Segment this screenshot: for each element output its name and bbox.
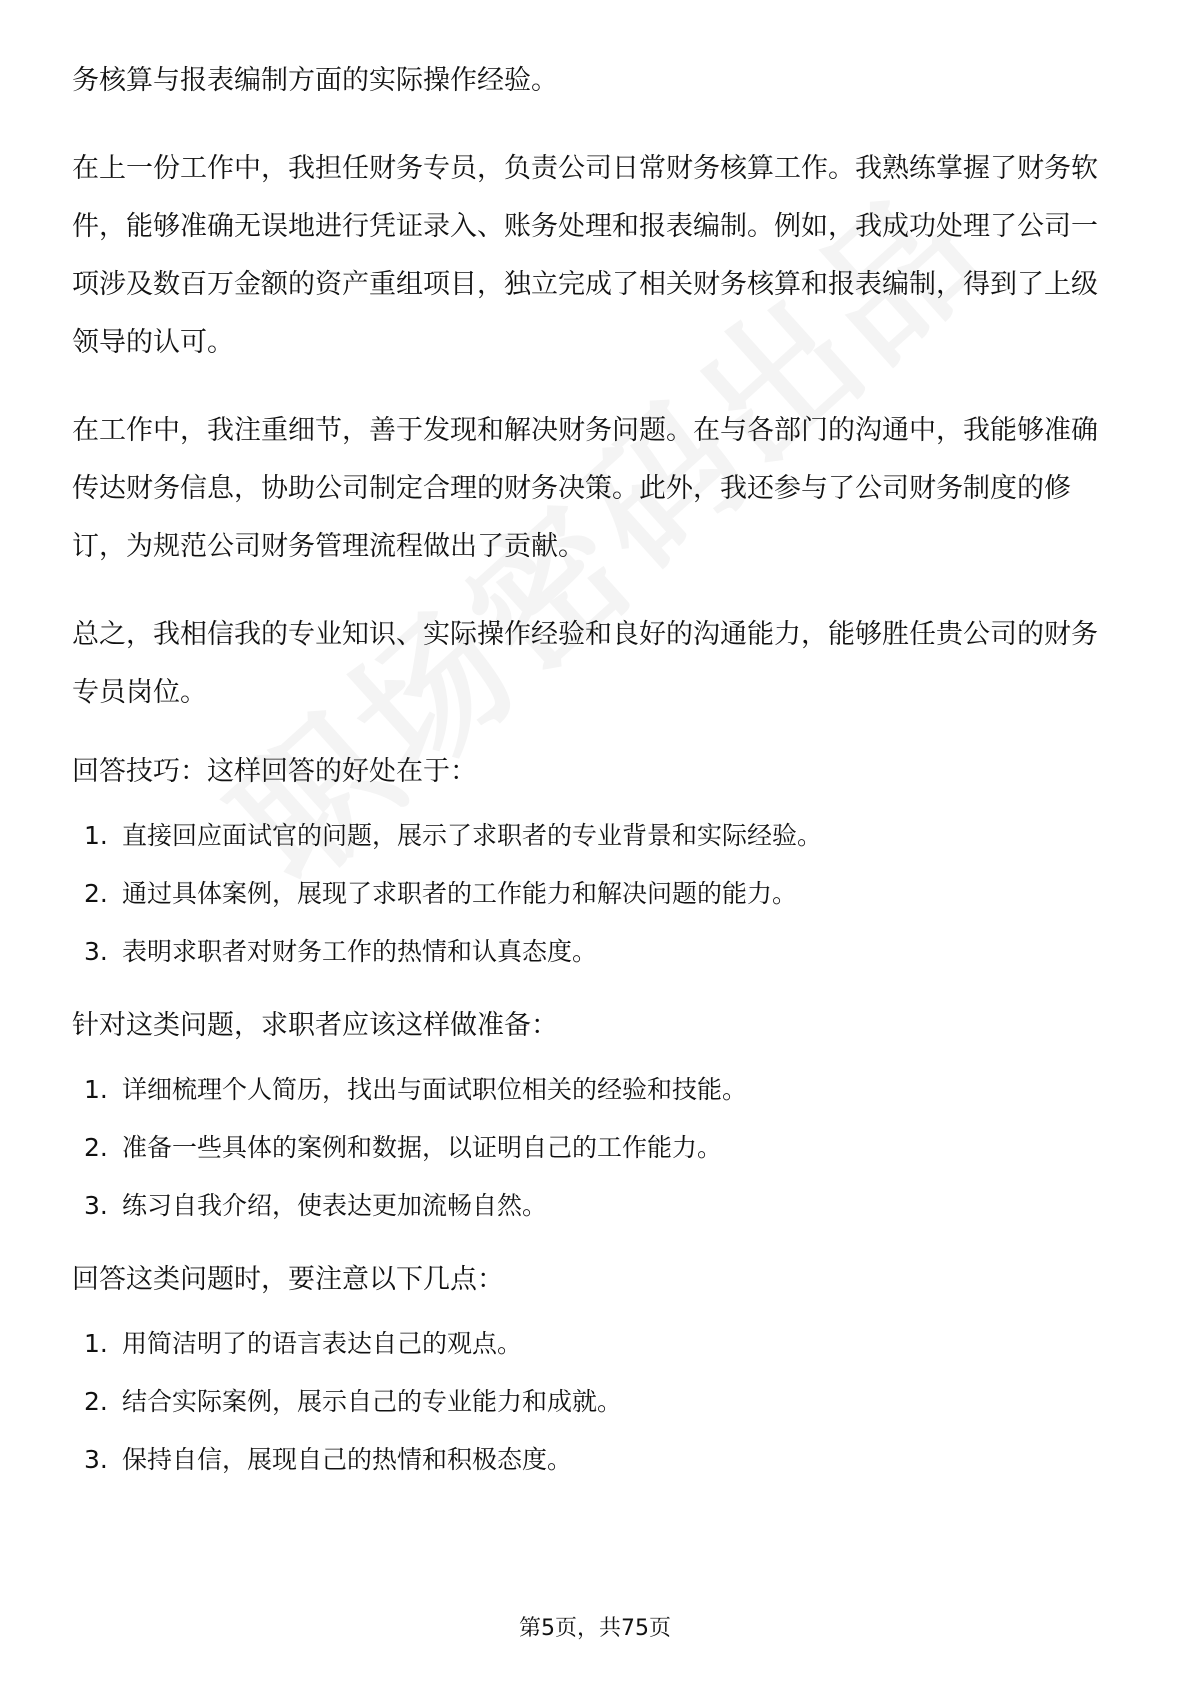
list-text: 保持自信，展现自己的热情和积极态度。 [122,1445,573,1474]
list-number: 1. [84,821,108,850]
list-number: 3. [84,1191,108,1220]
section-answer-tips [72,752,1120,972]
list-text: 结合实际案例，展示自己的专业能力和成就。 [122,1387,623,1416]
list-text: 表明求职者对财务工作的热情和认真态度。 [122,937,598,966]
list-number: 3. [84,1445,108,1474]
list-text: 用简洁明了的语言表达自己的观点。 [122,1329,523,1358]
section-heading: 回答技巧：这样回答的好处在于： [72,756,477,787]
section-preparation [72,1006,1120,1226]
paragraph: 在工作中，我注重细节，善于发现和解决财务问题。在与各部门的沟通中，我能够准确传达财务信息，协助公司制定合理的财务决策。此外，我还参与了公司财务制度的修订，为规范公司财务管理流程做出了贡献。 [72,415,1098,562]
page-footer: 第5页，共75页 [519,1616,671,1641]
list-item [72,1070,1120,1110]
numbered-list [72,816,1120,972]
list-item [72,874,1120,914]
section-heading: 针对这类问题，求职者应该这样做准备： [72,1010,558,1041]
list-number: 2. [84,1133,108,1162]
list-item [72,1128,1120,1168]
list-item [72,1382,1120,1422]
list-text: 准备一些具体的案例和数据，以证明自己的工作能力。 [122,1133,723,1162]
list-item [72,1440,1120,1480]
list-number: 1. [84,1075,108,1104]
list-item [72,1324,1120,1364]
list-number: 3. [84,937,108,966]
numbered-list [72,1324,1120,1480]
list-text: 详细梳理个人简历，找出与面试职位相关的经验和技能。 [122,1075,748,1104]
list-text: 练习自我介绍，使表达更加流畅自然。 [122,1191,548,1220]
list-item [72,932,1120,972]
list-item [72,1186,1120,1226]
numbered-list [72,1070,1120,1226]
list-item [72,816,1120,856]
paragraph: 在上一份工作中，我担任财务专员，负责公司日常财务核算工作。我熟练掌握了财务软件，能够准确无误地进行凭证录入、账务处理和报表编制。例如，我成功处理了公司一项涉及数百万金额的资产重组项目，独立完成了相关财务核算和报表编制，得到了上级领导的认可。 [72,153,1098,358]
section-notes [72,1260,1120,1480]
document-body [72,52,1120,1514]
paragraph: 总之，我相信我的专业知识、实际操作经验和良好的沟通能力，能够胜任贵公司的财务专员岗位。 [72,619,1098,708]
list-number: 1. [84,1329,108,1358]
list-number: 2. [84,1387,108,1416]
list-text: 通过具体案例，展现了求职者的工作能力和解决问题的能力。 [122,879,798,908]
list-number: 2. [84,879,108,908]
list-text: 直接回应面试官的问题，展示了求职者的专业背景和实际经验。 [122,821,823,850]
section-heading: 回答这类问题时，要注意以下几点： [72,1264,504,1295]
paragraph: 务核算与报表编制方面的实际操作经验。 [72,65,558,96]
